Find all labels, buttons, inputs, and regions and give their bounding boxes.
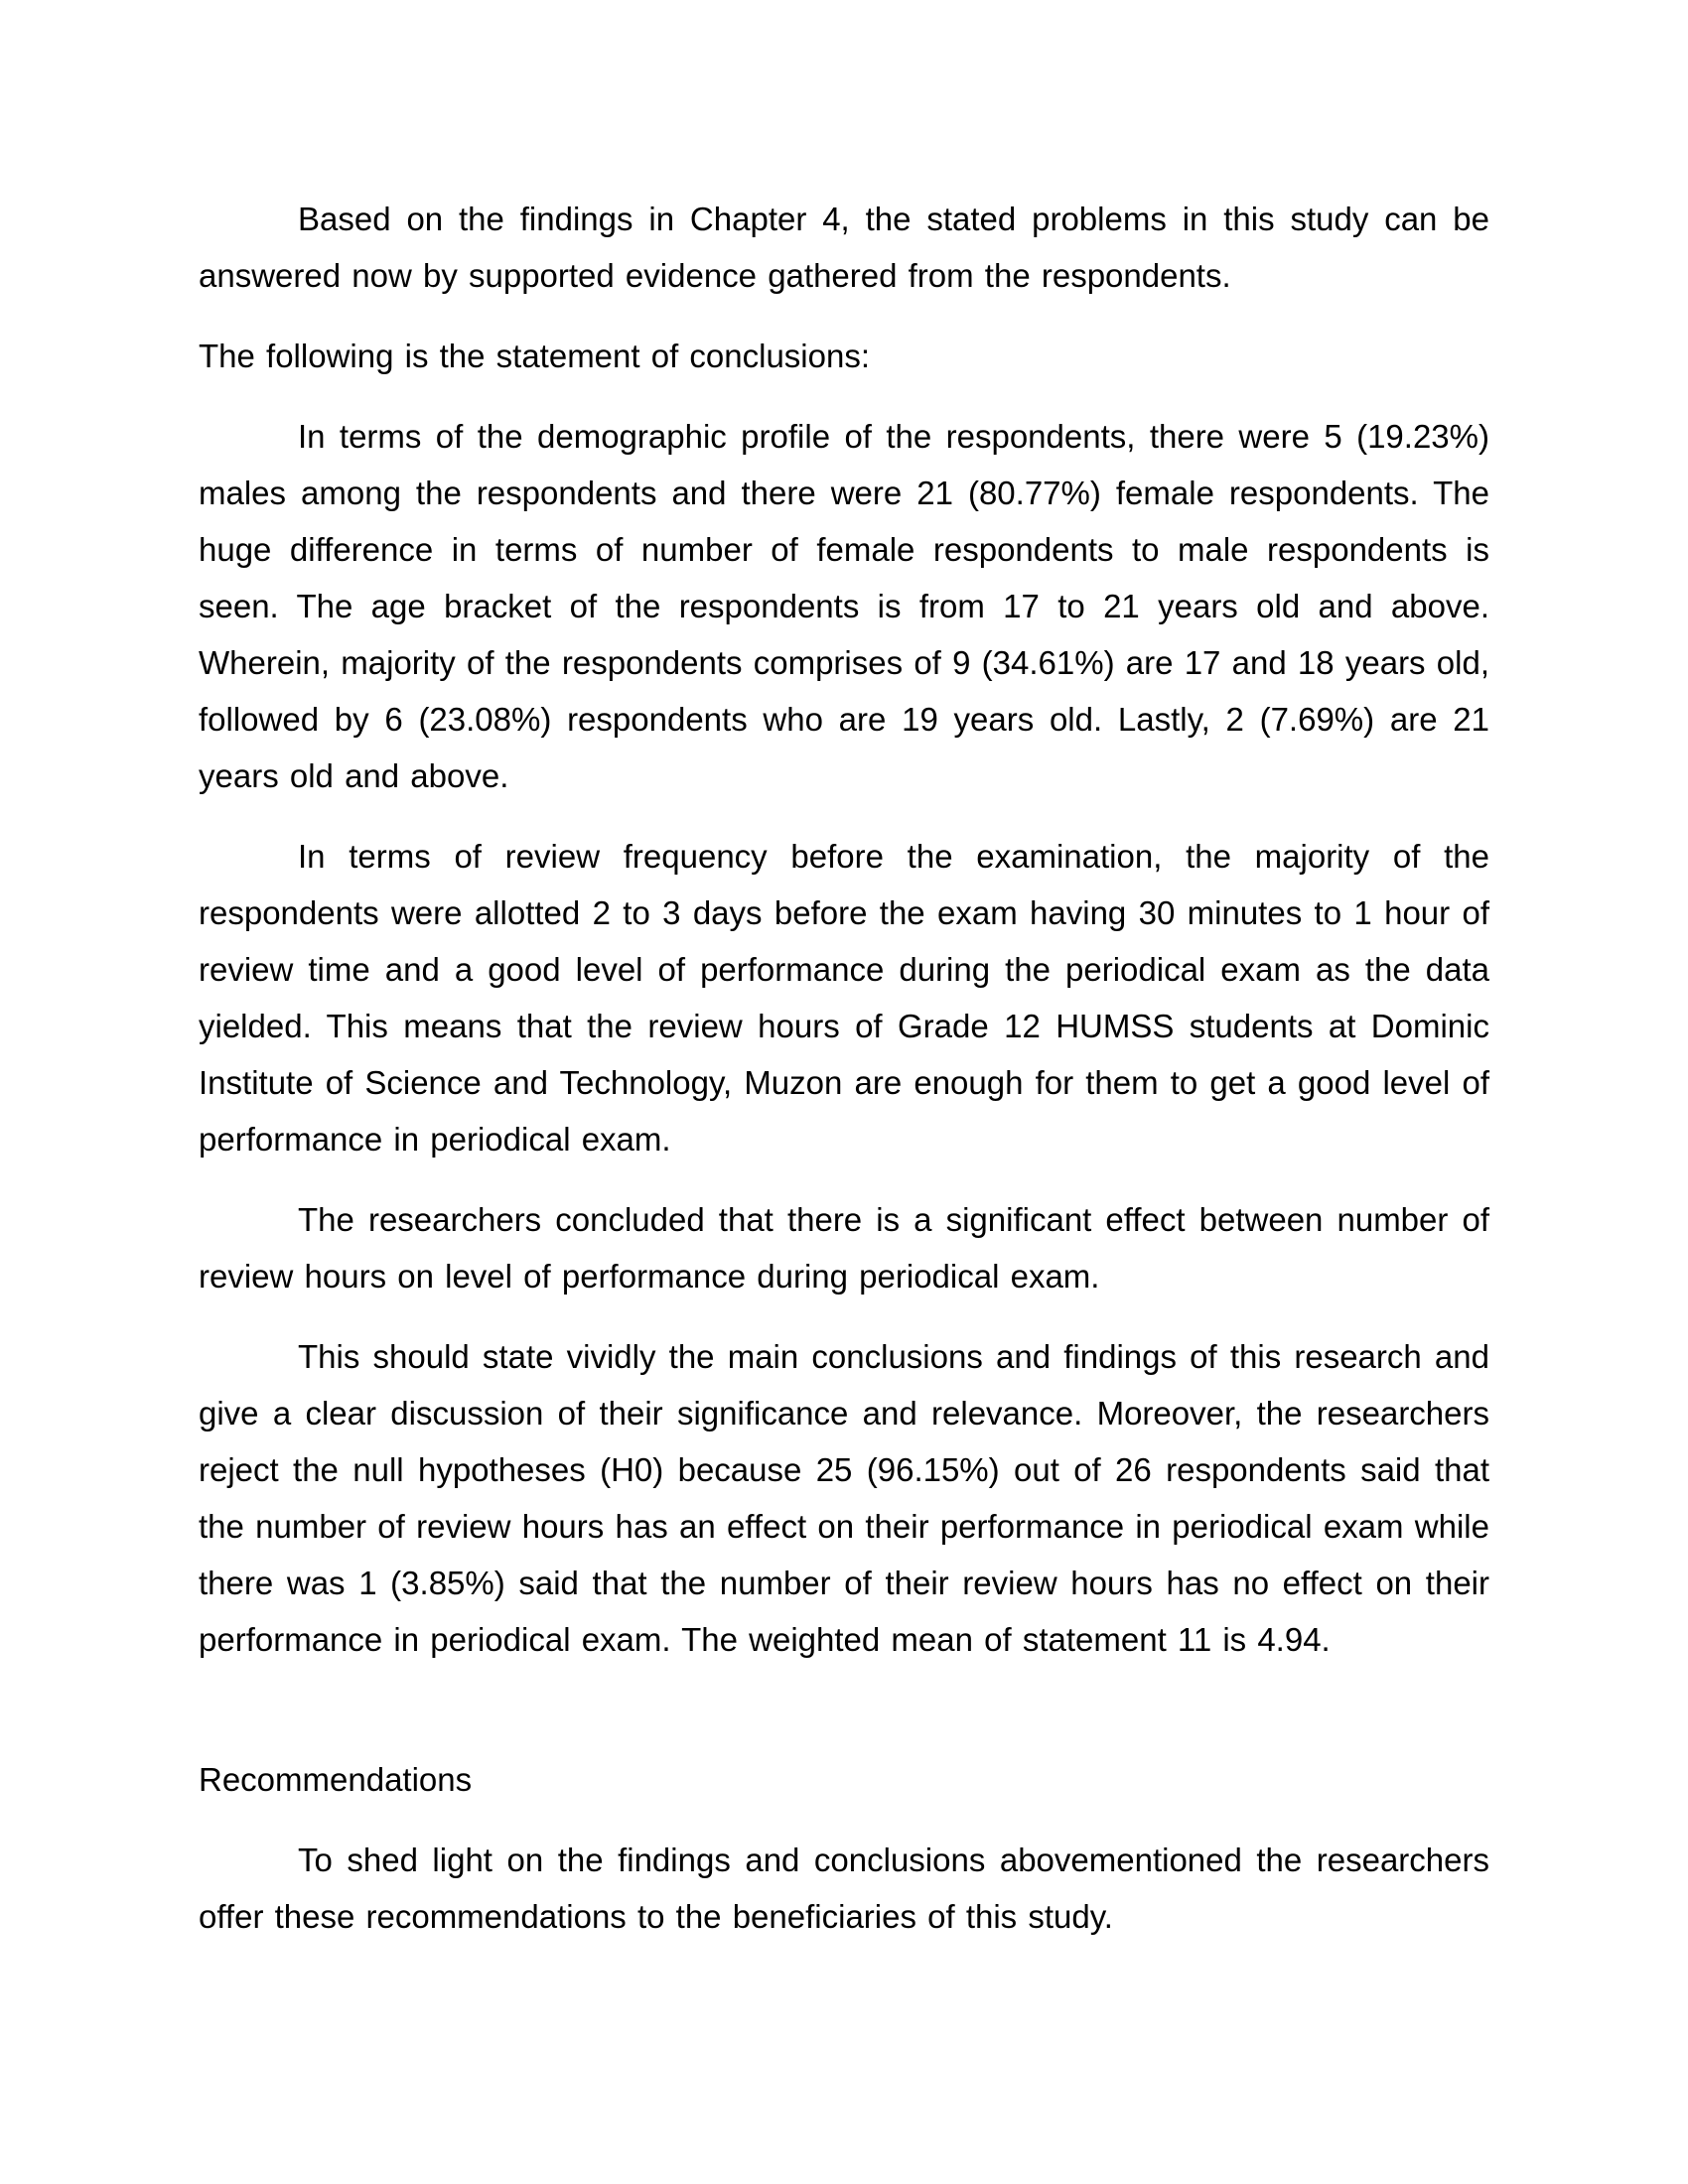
significant-effect-paragraph: The researchers concluded that there is a significant effect between number of review hours on level of performance during periodical exam. [199,1201,1489,1295]
conclusions-lead-line: The following is the statement of conclusions: [199,338,871,374]
review-frequency-paragraph: In terms of review frequency before the examination, the majority of the respondents were allotted 2 to 3 days before the exam having 30 minutes to 1 hour of review time and a good level of performance during the periodical exam as the data yielded. This means that the review hours of Grade 12 HUMSS students at Dominic Institute of Science and Technology, Muzon are enough for them to get a good level of performance in periodical exam. [199,838,1489,1158]
recommendations-heading: Recommendations [199,1761,473,1798]
demographic-profile-paragraph: In terms of the demographic profile of the respondents, there were 5 (19.23%) males among the respondents and there were 21 (80.77%) female respondents. The huge difference in terms of number of female respondents to male respondents is seen. The age bracket of the respondents is from 17 to 21 years old and above. Wherein, majority of the respondents comprises of 9 (34.61%) are 17 and 18 years old, followed by 6 (23.08%) respondents who are 19 years old. Lastly, 2 (7.69%) are 21 years old and above. [199,418,1489,794]
null-hypothesis-paragraph: This should state vividly the main conclusions and findings of this research and give a clear discussion of their significance and relevance. Moreover, the researchers reject the null hypotheses (H0) because 25 (96.15%) out of 26 respondents said that the number of review hours has an effect on their performance in periodical exam while there was 1 (3.85%) said that the number of their review hours has no effect on their performance in periodical exam. The weighted mean of statement 11 is 4.94. [199,1338,1489,1658]
recommendations-intro-paragraph: To shed light on the findings and conclusions abovementioned the researchers offer these recommendations to the beneficiaries of this study. [199,1842,1489,1935]
intro-paragraph: Based on the findings in Chapter 4, the stated problems in this study can be answered now by supported evidence gathered from the respondents. [199,201,1489,294]
